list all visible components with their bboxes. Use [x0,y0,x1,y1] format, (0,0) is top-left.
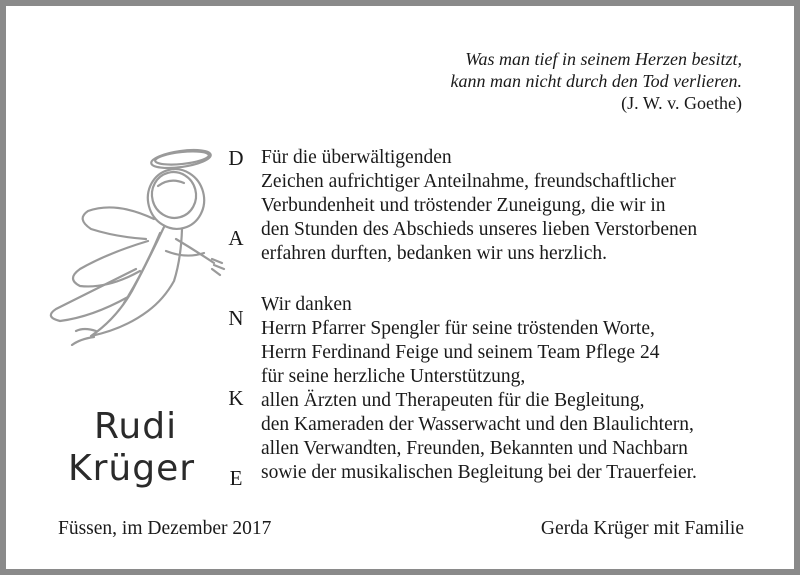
first-name: Rudi [94,406,178,447]
deceased-name [68,406,208,490]
thanks-paragraph-1 [261,146,697,266]
text-line: den Stunden des Abschieds unseres lieben Verstorbenen [261,219,698,240]
text-line: für seine herzliche Unterstützung, [261,366,526,387]
quote-author: (J. W. v. Goethe) [621,93,742,113]
text-line: erfahren durften, bedanken wir uns herzlich. [261,243,607,264]
text-line: sowie der musikalischen Begleitung bei der Trauerfeier. [261,462,697,483]
acrostic-letter: K [228,386,244,410]
acrostic-letter: A [228,226,244,250]
acrostic-letter: D [228,146,244,170]
text-line: Verbundenheit und tröstender Zuneigung, die wir in [261,195,666,216]
acrostic-letter: N [228,306,244,330]
text-line: allen Ärzten und Therapeuten für die Begleitung, [261,390,645,411]
signature: Gerda Krüger mit Familie [540,518,744,539]
text-line: Wir danken [261,294,352,315]
last-name: Krüger [68,448,196,489]
goethe-quote [451,48,742,114]
text-line: Herrn Pfarrer Spengler für seine tröstenden Worte, [261,318,655,339]
thanks-paragraph-2 [261,293,697,485]
quote-line: Was man tief in seinem Herzen besitzt, [465,49,742,69]
text-line: Für die überwältigenden [261,147,452,168]
place-date: Füssen, im Dezember 2017 [58,518,272,539]
quote-line: kann man nicht durch den Tod verlieren. [450,71,742,91]
text-line: den Kameraden der Wasserwacht und den Blaulichtern, [261,414,694,435]
acrostic-letter: E [229,466,243,490]
text-line: Zeichen aufrichtiger Anteilnahme, freundschaftlicher [261,171,676,192]
text-line: allen Verwandten, Freunden, Bekannten und Nachbarn [261,438,688,459]
angel-icon [36,141,236,346]
text-line: Herrn Ferdinand Feige und seinem Team Pflege 24 [261,342,660,363]
